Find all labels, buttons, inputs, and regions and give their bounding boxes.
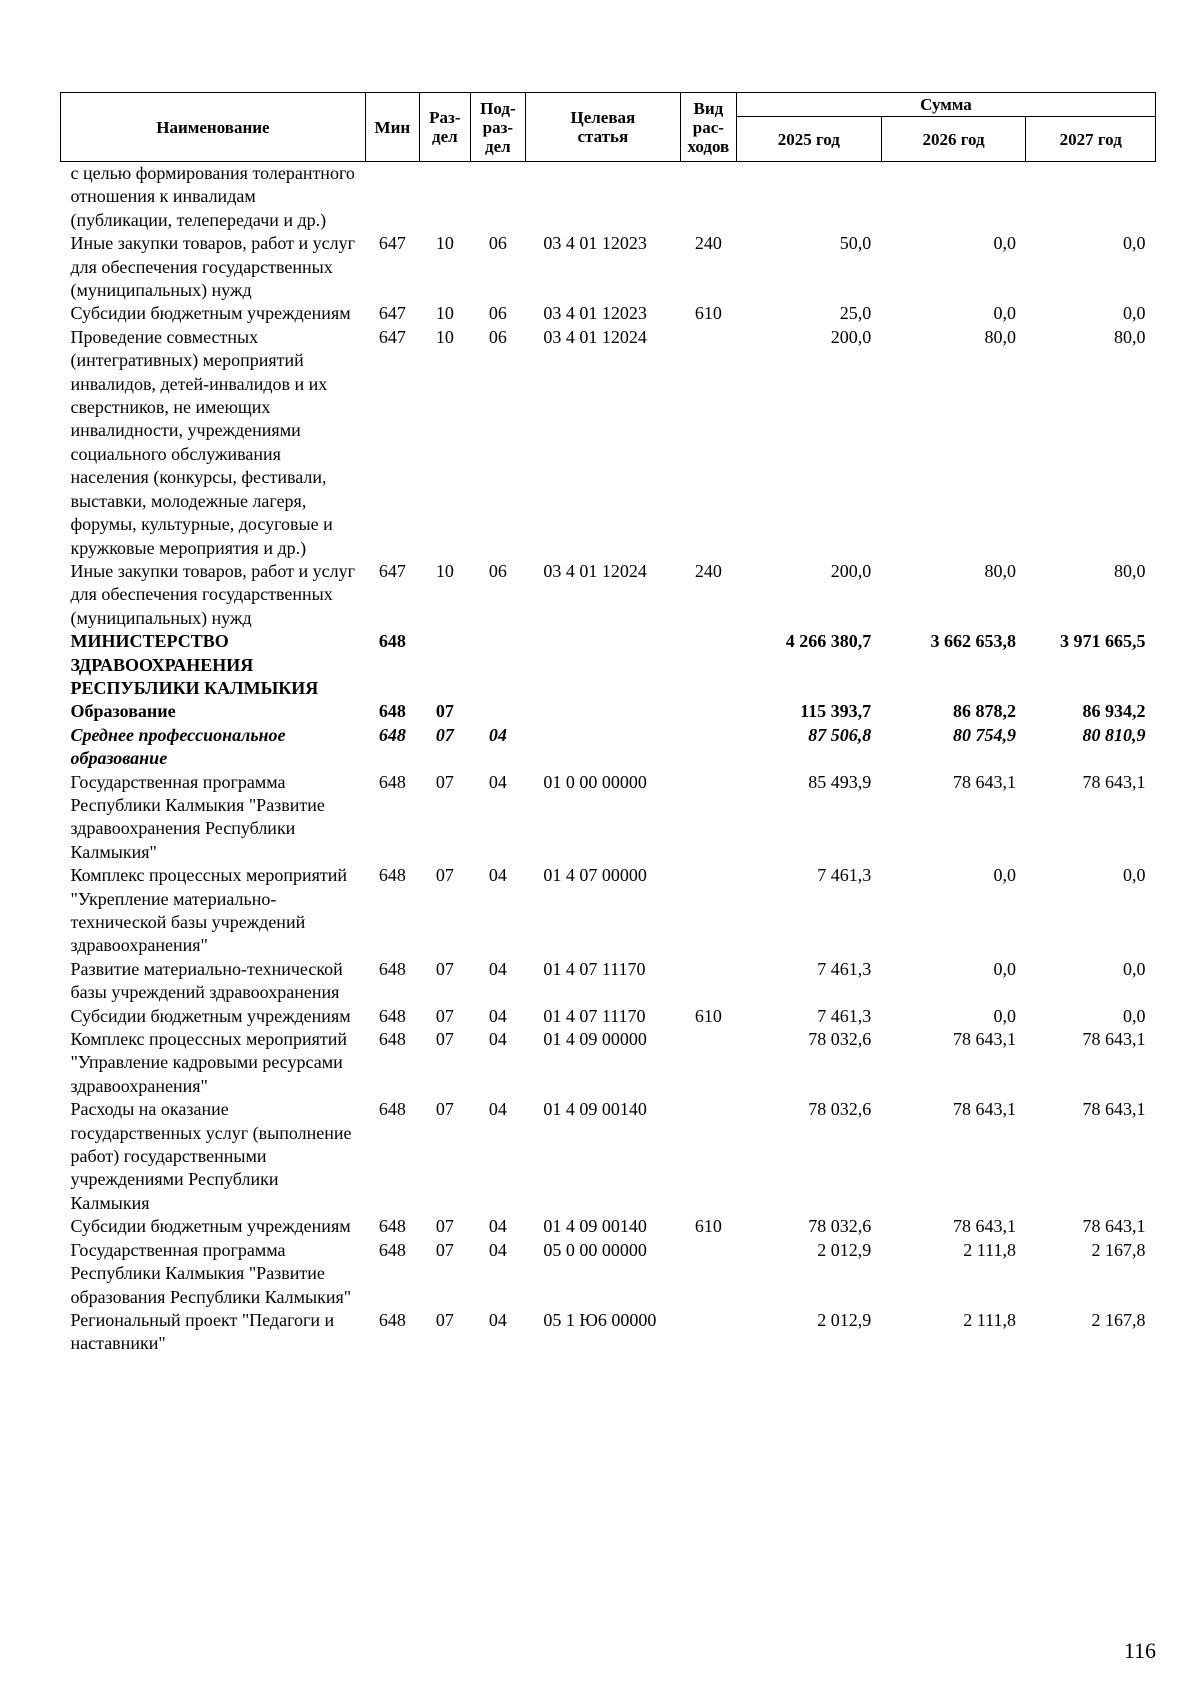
- table-row: [61, 232, 1156, 302]
- row-subsection: 04: [488, 865, 507, 886]
- table-row: [61, 302, 1156, 325]
- row-name: Субсидии бюджетным учреждениям: [70, 1005, 351, 1026]
- header-2026: 2026 год: [881, 117, 1026, 162]
- table-row: [61, 326, 1156, 560]
- row-2027: 0,0: [1123, 1005, 1146, 1026]
- row-subsection: [470, 162, 525, 233]
- row-target: [525, 162, 680, 233]
- header-2025: 2025 год: [736, 117, 881, 162]
- row-section: 07: [435, 1309, 454, 1330]
- table-row: [61, 724, 1156, 771]
- row-2027: 3 971 665,5: [1060, 631, 1146, 652]
- header-section-text: Раз- дел: [429, 108, 461, 146]
- row-target: 01 4 09 00140: [543, 1099, 647, 1120]
- row-2025: 2 012,9: [817, 1309, 872, 1330]
- row-2027: 0,0: [1123, 865, 1146, 886]
- row-subsection: [470, 630, 525, 700]
- table-row: [61, 1309, 1156, 1356]
- row-vid: [680, 724, 736, 771]
- row-name: Государственная программа Республики Калмыкия "Развитие образования Республики Калмыкия": [70, 1239, 352, 1307]
- row-target: [525, 700, 680, 723]
- row-min: 648: [378, 1239, 406, 1260]
- row-name: с целью формирования толерантного отношения к инвалидам (публикации, телепередачи и др.): [70, 163, 355, 230]
- row-target: [525, 724, 680, 771]
- table-row: [61, 1098, 1156, 1215]
- row-subsection: 04: [488, 1099, 507, 1120]
- row-min: 648: [378, 1005, 406, 1026]
- row-subsection: 06: [488, 233, 507, 254]
- table-body: [61, 162, 1156, 1356]
- row-min: 648: [378, 701, 406, 722]
- row-2027: 86 934,2: [1082, 701, 1146, 722]
- header-section: [419, 93, 470, 162]
- header-subsection: [470, 93, 525, 162]
- row-2026: [881, 162, 1026, 233]
- row-vid: 240: [694, 233, 722, 254]
- row-2026: 0,0: [993, 1005, 1016, 1026]
- table-row: [61, 700, 1156, 723]
- row-vid: 610: [694, 1005, 722, 1026]
- row-2025: 78 032,6: [808, 1029, 872, 1050]
- header-vid-text: Вид рас- ходов: [687, 98, 730, 156]
- row-vid: [680, 864, 736, 958]
- row-name: Среднее профессиональное образование: [70, 724, 286, 769]
- row-subsection: 04: [488, 724, 507, 745]
- row-2026: 78 643,1: [952, 771, 1016, 792]
- row-2025: 78 032,6: [808, 1099, 872, 1120]
- row-name: Субсидии бюджетным учреждениям: [70, 1216, 351, 1237]
- row-vid: [680, 326, 736, 560]
- row-vid: [680, 162, 736, 233]
- row-target: 01 4 07 11170: [543, 958, 646, 979]
- row-2027: 2 167,8: [1091, 1309, 1146, 1330]
- row-section: [419, 162, 470, 233]
- row-target: 01 4 07 11170: [543, 1005, 646, 1026]
- table-row: [61, 1005, 1156, 1028]
- table-row: [61, 771, 1156, 865]
- row-2027: 78 643,1: [1082, 771, 1146, 792]
- header-target: [525, 93, 680, 162]
- row-target: 05 1 Ю6 00000: [543, 1309, 657, 1330]
- row-name: Расходы на оказание государственных услуг (выполнение работ) государственными учреждениями Республики Калмыкия: [70, 1099, 352, 1213]
- header-target-text: Целевая статья: [570, 108, 636, 146]
- row-2025: 115 393,7: [800, 701, 872, 722]
- row-2026: 0,0: [993, 958, 1016, 979]
- row-target: 03 4 01 12024: [543, 326, 647, 347]
- row-target: 01 4 09 00000: [543, 1029, 647, 1050]
- table-row: [61, 560, 1156, 630]
- table-header: [61, 93, 1156, 162]
- row-2025: 7 461,3: [817, 958, 872, 979]
- row-2025: 87 506,8: [808, 724, 872, 745]
- row-2027: 0,0: [1123, 233, 1146, 254]
- row-vid: [680, 700, 736, 723]
- header-sum: Сумма: [736, 93, 1155, 117]
- row-subsection: 04: [488, 958, 507, 979]
- row-section: 07: [435, 1005, 454, 1026]
- table-row: [61, 1028, 1156, 1098]
- header-2027: 2027 год: [1026, 117, 1156, 162]
- row-2026: 0,0: [993, 865, 1016, 886]
- row-2027: 78 643,1: [1082, 1029, 1146, 1050]
- row-section: 10: [435, 326, 454, 347]
- row-target: 05 0 00 00000: [543, 1239, 647, 1260]
- row-subsection: 04: [488, 1239, 507, 1260]
- row-2027: 78 643,1: [1082, 1099, 1146, 1120]
- row-min: 648: [378, 1216, 406, 1237]
- row-name: Государственная программа Республики Калмыкия "Развитие здравоохранения Республики Калмыкия": [70, 771, 325, 862]
- row-vid: [680, 630, 736, 700]
- row-min: 647: [378, 326, 406, 347]
- row-vid: [680, 1098, 736, 1215]
- row-subsection: 04: [488, 1216, 507, 1237]
- row-subsection: 04: [488, 1005, 507, 1026]
- row-subsection: 06: [488, 303, 507, 324]
- row-subsection: 06: [488, 326, 507, 347]
- table-row: [61, 162, 1156, 233]
- row-section: 10: [435, 233, 454, 254]
- row-2025: 85 493,9: [808, 771, 872, 792]
- row-2025: 78 032,6: [808, 1216, 872, 1237]
- row-2026: 3 662 653,8: [930, 631, 1016, 652]
- row-section: 10: [435, 560, 454, 581]
- row-target: [525, 630, 680, 700]
- row-2025: [736, 162, 881, 233]
- row-vid: [680, 1309, 736, 1356]
- row-section: 07: [435, 865, 454, 886]
- row-section: 07: [435, 1029, 454, 1050]
- row-2027: 2 167,8: [1091, 1239, 1146, 1260]
- row-subsection: 04: [488, 1029, 507, 1050]
- row-vid: [680, 958, 736, 1005]
- row-2027: 0,0: [1123, 958, 1146, 979]
- row-min: 648: [378, 958, 406, 979]
- row-min: 648: [378, 1099, 406, 1120]
- page-number: 116: [1123, 1638, 1156, 1663]
- row-2027: [1026, 162, 1156, 233]
- row-vid: [680, 1239, 736, 1309]
- row-section: [419, 630, 470, 700]
- row-min: 648: [378, 1309, 406, 1330]
- table-row: [61, 1215, 1156, 1238]
- row-subsection: [470, 700, 525, 723]
- row-2026: 78 643,1: [952, 1099, 1016, 1120]
- row-min: 648: [378, 724, 406, 745]
- row-min: 648: [378, 1029, 406, 1050]
- row-2026: 0,0: [993, 303, 1016, 324]
- row-section: 07: [435, 1216, 454, 1237]
- row-2026: 2 111,8: [963, 1239, 1016, 1260]
- row-2026: 80,0: [984, 560, 1016, 581]
- row-target: 03 4 01 12023: [543, 303, 647, 324]
- row-subsection: 04: [488, 771, 507, 792]
- row-vid: [680, 771, 736, 865]
- row-subsection: 06: [488, 560, 507, 581]
- row-target: 01 0 00 00000: [543, 771, 647, 792]
- row-2025: 2 012,9: [817, 1239, 872, 1260]
- row-vid: 610: [694, 303, 722, 324]
- row-2027: 78 643,1: [1082, 1216, 1146, 1237]
- row-name: Комплекс процессных мероприятий "Укрепление материально-технической базы учреждений здравоохранения": [70, 865, 348, 956]
- row-name: Развитие материально-технической базы учреждений здравоохранения: [70, 958, 343, 1003]
- row-2025: 200,0: [830, 560, 872, 581]
- row-2027: 0,0: [1123, 303, 1146, 324]
- row-subsection: 04: [488, 1309, 507, 1330]
- row-min: 648: [378, 865, 406, 886]
- row-2026: 80,0: [984, 326, 1016, 347]
- row-2026: 78 643,1: [952, 1216, 1016, 1237]
- row-2025: 4 266 380,7: [785, 631, 872, 652]
- row-min: [365, 162, 419, 233]
- row-section: 07: [435, 958, 454, 979]
- row-2025: 7 461,3: [817, 865, 872, 886]
- row-min: 648: [378, 631, 406, 652]
- row-target: 01 4 07 00000: [543, 865, 647, 886]
- row-name: Проведение совместных (интегративных) мероприятий инвалидов, детей-инвалидов и их сверстников, не имеющих инвалидности, учреждениями социального обслуживания населения (конкурсы, фестивали, выставки, молодежные лагеря, форумы, культурные, досуговые и кружковые мероприятия и др.): [70, 326, 333, 558]
- row-name: МИНИСТЕРСТВО ЗДРАВООХРАНЕНИЯ РЕСПУБЛИКИ КАЛМЫКИЯ: [70, 631, 319, 698]
- row-vid: 240: [694, 560, 722, 581]
- row-2025: 25,0: [839, 303, 872, 324]
- row-section: 07: [435, 1099, 454, 1120]
- row-name: Субсидии бюджетным учреждениям: [70, 303, 351, 324]
- row-2026: 80 754,9: [952, 724, 1016, 745]
- header-subsection-text: Под- раз- дел: [480, 98, 516, 156]
- row-name: Образование: [70, 701, 176, 722]
- table-row: [61, 630, 1156, 700]
- row-min: 647: [378, 233, 406, 254]
- row-section: 07: [435, 724, 454, 745]
- header-name: Наименование: [61, 93, 366, 162]
- row-section: 07: [435, 771, 454, 792]
- budget-table: [60, 92, 1156, 1356]
- row-2027: 80,0: [1114, 560, 1146, 581]
- header-vid: [680, 93, 736, 162]
- row-2026: 86 878,2: [952, 701, 1016, 722]
- budget-page: [60, 92, 1156, 1356]
- row-min: 647: [378, 303, 406, 324]
- row-name: Региональный проект "Педагоги и наставники": [70, 1309, 335, 1354]
- row-2025: 50,0: [839, 233, 872, 254]
- row-2026: 2 111,8: [963, 1309, 1016, 1330]
- row-target: 03 4 01 12024: [543, 560, 647, 581]
- table-row: [61, 864, 1156, 958]
- row-2025: 7 461,3: [817, 1005, 872, 1026]
- row-min: 648: [378, 771, 406, 792]
- row-2025: 200,0: [830, 326, 872, 347]
- row-2027: 80,0: [1114, 326, 1146, 347]
- table-row: [61, 958, 1156, 1005]
- row-name: Иные закупки товаров, работ и услуг для обеспечения государственных (муниципальных) нужд: [70, 560, 355, 628]
- row-section: 10: [435, 303, 454, 324]
- row-section: 07: [435, 701, 454, 722]
- header-min: Мин: [365, 93, 419, 162]
- row-vid: 610: [694, 1216, 722, 1237]
- row-name: Иные закупки товаров, работ и услуг для обеспечения государственных (муниципальных) нужд: [70, 233, 355, 301]
- row-target: 03 4 01 12023: [543, 233, 647, 254]
- row-2027: 80 810,9: [1082, 724, 1146, 745]
- row-section: 07: [435, 1239, 454, 1260]
- row-name: Комплекс процессных мероприятий "Управление кадровыми ресурсами здравоохранения": [70, 1029, 348, 1096]
- row-2026: 78 643,1: [952, 1029, 1016, 1050]
- row-min: 647: [378, 560, 406, 581]
- row-2026: 0,0: [993, 233, 1016, 254]
- table-row: [61, 1239, 1156, 1309]
- row-vid: [680, 1028, 736, 1098]
- row-target: 01 4 09 00140: [543, 1216, 647, 1237]
